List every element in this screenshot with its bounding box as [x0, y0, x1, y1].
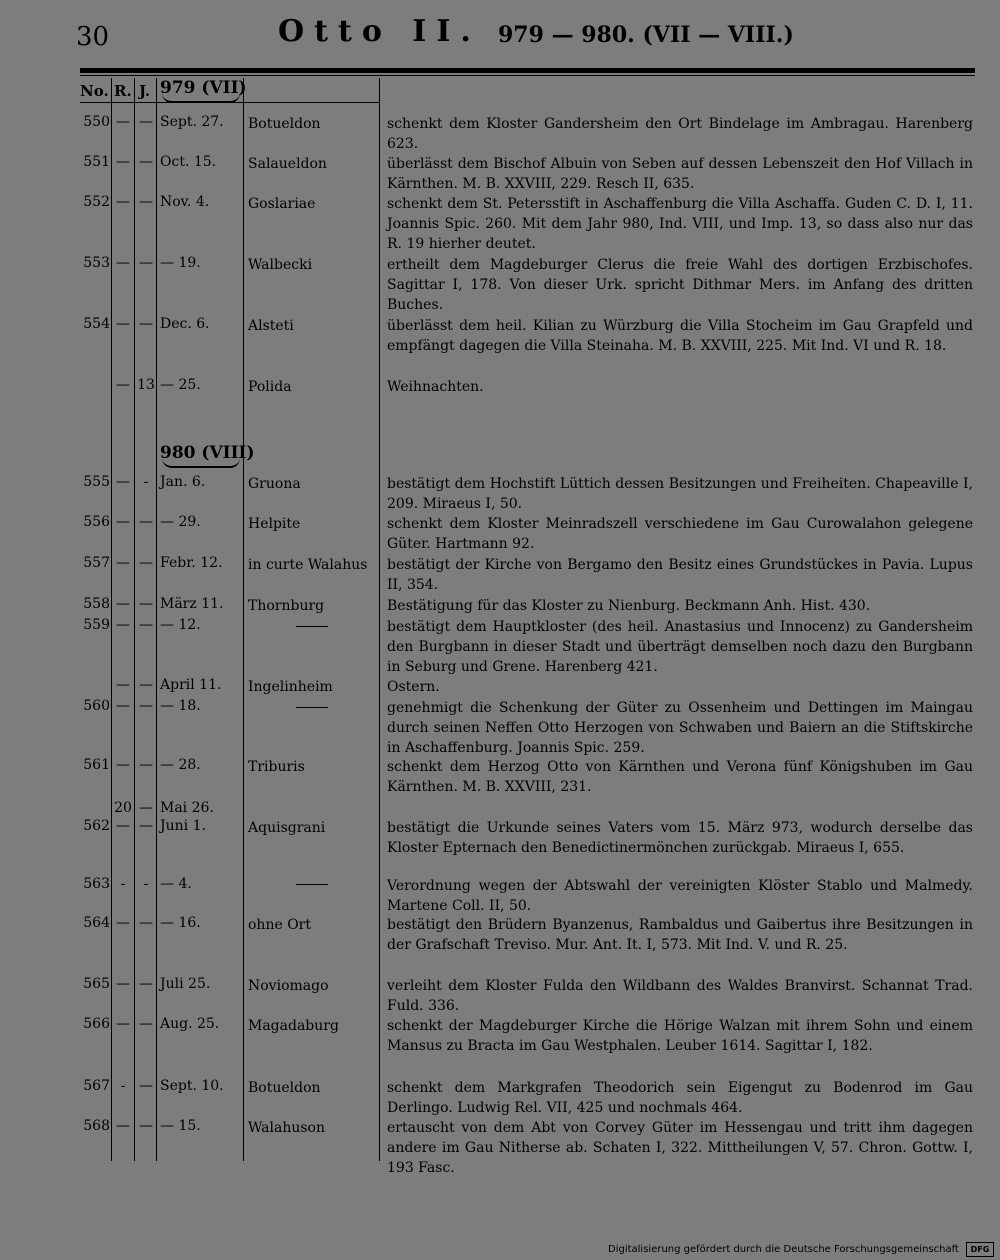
entry-number: 561: [83, 757, 110, 773]
regierungsjahr: —: [116, 194, 130, 210]
entry-number: 554: [83, 316, 110, 332]
entry-date: — 16.: [160, 915, 201, 931]
regierungsjahr: —: [116, 474, 130, 490]
jahr: —: [139, 1078, 153, 1094]
entry-text: schenkt dem St. Petersstift in Aschaffenburg die Villa Aschaffa. Guden C. D. I, 11. Joannis Spic. 260. Mit dem Jahr 980, Ind. VIII, und Imp. 13, so dass also nur das R. 19 hierher deutet.: [387, 196, 973, 252]
entry-date: Aug. 25.: [160, 1016, 220, 1032]
year-heading-brace: [162, 458, 240, 468]
entry-place: Triburis: [248, 759, 305, 775]
entry-place: Goslariae: [248, 196, 316, 212]
entry-number: 557: [83, 555, 110, 571]
column-divider: [134, 78, 135, 1161]
column-header-no: No.: [80, 82, 109, 100]
entry-text: überlässt dem heil. Kilian zu Würzburg die Villa Stocheim im Gau Grapfeld und empfängt dagegen die Villa Steinaha. M. B. XXVIII, 225. Mit Ind. VI und R. 18.: [387, 318, 973, 354]
jahr: —: [139, 1118, 153, 1134]
entry-number: 553: [83, 255, 110, 271]
entry-text: überlässt dem Bischof Albuin von Seben auf dessen Lebenszeit den Hof Villach in Kärnthen. M. B. XXVIII, 229. Resch II, 635.: [387, 156, 973, 192]
entry-place: Ingelinheim: [248, 679, 333, 695]
entry-text: genehmigt die Schenkung der Güter zu Ossenheim und Dettingen im Maingau durch seinen Neffen Otto Herzogen von Schwaben und Baiern an die Stiftskirche in Aschaffenburg. Joannis Spic. 259.: [387, 700, 973, 756]
entry-place: Botueldon: [248, 1080, 321, 1096]
column-divider: [111, 78, 112, 1161]
entry-text: Ostern.: [387, 679, 440, 695]
entry-number: 563: [83, 876, 110, 892]
entry-text: bestätigt dem Hochstift Lüttich dessen Besitzungen und Freiheiten. Chapeaville I, 209. Miraeus I, 50.: [387, 476, 973, 512]
entry-place: Helpite: [248, 516, 301, 532]
entry-number: 552: [83, 194, 110, 210]
regierungsjahr: —: [116, 976, 130, 992]
entry-number: 568: [83, 1118, 110, 1134]
entry-date: Juni 1.: [160, 818, 206, 834]
ditto-dash: [296, 884, 328, 885]
entry-place: Magadaburg: [248, 1018, 339, 1034]
entry-number: 555: [83, 474, 110, 490]
jahr: —: [139, 800, 153, 816]
entry-number: 551: [83, 154, 110, 170]
entry-date: — 19.: [160, 255, 201, 271]
regierungsjahr: 20: [114, 800, 132, 816]
entry-text: Weihnachten.: [387, 379, 484, 395]
entry-text: Verordnung wegen der Abtswahl der vereinigten Klöster Stablo und Malmedy. Martene Coll. II, 50.: [387, 878, 973, 914]
jahr: —: [139, 818, 153, 834]
entry-text: verleiht dem Kloster Fulda den Wildbann des Waldes Branvirst. Schannat Trad. Fuld. 336.: [387, 978, 973, 1014]
entry-date: — 28.: [160, 757, 201, 773]
footer-credit: Digitalisierung gefördert durch die Deutsche Forschungsgemeinschaft: [608, 1244, 959, 1255]
entry-place: Salaueldon: [248, 156, 327, 172]
regierungsjahr: —: [116, 114, 130, 130]
page-title: Otto II.: [278, 14, 481, 49]
entry-number: 558: [83, 596, 110, 612]
entry-text: bestätigt die Urkunde seines Vaters vom 15. März 973, wodurch derselbe das Kloster Epternach den Benedictinermönchen zurückgab. Miraeus I, 655.: [387, 820, 973, 856]
entry-date: Nov. 4.: [160, 194, 210, 210]
entry-date: Mai 26.: [160, 800, 214, 816]
column-divider: [379, 78, 380, 1161]
entry-date: Juli 25.: [160, 976, 211, 992]
column-header-j: J.: [139, 82, 151, 100]
entry-text: bestätigt den Brüdern Byanzenus, Rambaldus und Gaibertus ihre Besitzungen in der Grafschaft Treviso. Mur. Ant. It. I, 573. Mit Ind. V. und R. 25.: [387, 917, 973, 953]
jahr: —: [139, 154, 153, 170]
jahr: —: [139, 915, 153, 931]
jahr: —: [139, 114, 153, 130]
entry-place: Walahuson: [248, 1120, 326, 1136]
entry-text: Bestätigung für das Kloster zu Nienburg. Beckmann Anh. Hist. 430.: [387, 598, 871, 614]
jahr: -: [143, 474, 149, 490]
jahr: —: [139, 677, 153, 693]
entry-date: Sept. 10.: [160, 1078, 224, 1094]
entry-text: bestätigt dem Hauptkloster (des heil. Anastasius und Innocenz) zu Gandersheim den Burgbann in dieser Stadt und überträgt demselben noch dazu den Burgbann in Seburg und Grene. Harenberg 421.: [387, 619, 973, 675]
jahr: —: [139, 757, 153, 773]
entry-place: Gruona: [248, 476, 301, 492]
jahr: —: [139, 194, 153, 210]
year-heading-979: 979 (VII): [160, 78, 247, 98]
entry-place: Walbecki: [248, 257, 313, 273]
entry-text: ertheilt dem Magdeburger Clerus die freie Wahl des dortigen Erzbischofes. Sagittar I, 178. Von dieser Urk. spricht Dithmar Mers. im Anfang des dritten Buches.: [387, 257, 973, 313]
column-divider: [243, 78, 244, 1161]
jahr: —: [139, 698, 153, 714]
entry-text: schenkt dem Kloster Meinradszell verschiedene im Gau Curowalahon gelegene Güter. Hartmann 92.: [387, 516, 973, 552]
jahr: —: [139, 1016, 153, 1032]
regierungsjahr: —: [116, 818, 130, 834]
entry-number: 550: [83, 114, 110, 130]
entry-place: in curte Walahus: [248, 557, 368, 573]
jahr: 13: [137, 377, 155, 393]
regierungsjahr: —: [116, 915, 130, 931]
entry-date: März 11.: [160, 596, 224, 612]
entry-text: schenkt der Magdeburger Kirche die Hörige Walzan mit ihrem Sohn und einem Mansus zu Bracta im Gau Westphalen. Leuber 1614. Sagittar I, 182.: [387, 1018, 973, 1054]
entry-date: — 15.: [160, 1118, 201, 1134]
entry-number: 562: [83, 818, 110, 834]
jahr: —: [139, 255, 153, 271]
entry-number: 560: [83, 698, 110, 714]
entry-number: 566: [83, 1016, 110, 1032]
column-divider: [156, 78, 157, 1161]
entry-number: 556: [83, 514, 110, 530]
regierungsjahr: —: [116, 555, 130, 571]
entry-date: — 4.: [160, 876, 192, 892]
page-number: 30: [76, 22, 110, 52]
jahr: —: [139, 976, 153, 992]
entry-date: April 11.: [160, 677, 222, 693]
entry-place: Polida: [248, 379, 292, 395]
year-heading-980: 980 (VIII): [160, 443, 255, 463]
entry-date: — 12.: [160, 617, 201, 633]
header-rule-thick: [80, 68, 975, 73]
regierungsjahr: —: [116, 1118, 130, 1134]
jahr: —: [139, 617, 153, 633]
entry-text: schenkt dem Markgrafen Theodorich sein Eigengut zu Bodenrod im Gau Derlingo. Ludwig Rel. VII, 425 und nochmals 464.: [387, 1080, 973, 1116]
regierungsjahr: —: [116, 698, 130, 714]
entry-date: Jan. 6.: [160, 474, 206, 490]
header-rule-thin: [80, 75, 975, 76]
entry-date: — 18.: [160, 698, 201, 714]
regierungsjahr: —: [116, 377, 130, 393]
regierungsjahr: —: [116, 677, 130, 693]
entry-place: Aquisgrani: [248, 820, 326, 836]
header-underline: [80, 102, 380, 103]
entry-number: 567: [83, 1078, 110, 1094]
entry-date: Febr. 12.: [160, 555, 223, 571]
jahr: —: [139, 555, 153, 571]
jahr: -: [143, 876, 149, 892]
regierungsjahr: —: [116, 514, 130, 530]
entry-place: ohne Ort: [248, 917, 311, 933]
entry-date: Oct. 15.: [160, 154, 217, 170]
regierungsjahr: —: [116, 1016, 130, 1032]
entry-place: Botueldon: [248, 116, 321, 132]
dfg-logo: DFG: [966, 1242, 994, 1257]
entry-text: ertauscht von dem Abt von Corvey Güter im Hessengau und tritt ihm dagegen andere im Gau Nitherse ab. Schaten I, 322. Mittheilungen V, 57. Chron. Gottw. I, 193 Fasc.: [387, 1120, 973, 1176]
entry-number: 559: [83, 617, 110, 633]
ditto-dash: [296, 707, 328, 708]
jahr: —: [139, 316, 153, 332]
entry-date: — 25.: [160, 377, 201, 393]
entry-date: Sept. 27.: [160, 114, 224, 130]
entry-number: 565: [83, 976, 110, 992]
entry-date: — 29.: [160, 514, 201, 530]
regierungsjahr: -: [120, 876, 126, 892]
regierungsjahr: —: [116, 255, 130, 271]
entry-text: schenkt dem Herzog Otto von Kärnthen und Verona fünf Königshuben im Gau Kärnthen. M. B. XXVIII, 231.: [387, 759, 973, 795]
regierungsjahr: —: [116, 596, 130, 612]
entry-text: schenkt dem Kloster Gandersheim den Ort Bindelage im Ambragau. Harenberg 623.: [387, 116, 973, 152]
regierungsjahr: —: [116, 757, 130, 773]
jahr: —: [139, 596, 153, 612]
entry-place: Thornburg: [248, 598, 325, 614]
regierungsjahr: —: [116, 617, 130, 633]
regierungsjahr: -: [120, 1078, 126, 1094]
page-years: 979 — 980. (VII — VIII.): [498, 22, 794, 48]
entry-place: Alsteti: [248, 318, 294, 334]
regierungsjahr: —: [116, 316, 130, 332]
entry-place: Noviomago: [248, 978, 329, 994]
ditto-dash: [296, 626, 328, 627]
entry-text: bestätigt der Kirche von Bergamo den Besitz eines Grundstückes in Pavia. Lupus II, 354.: [387, 557, 973, 593]
entry-date: Dec. 6.: [160, 316, 210, 332]
entry-number: 564: [83, 915, 110, 931]
column-header-r: R.: [114, 82, 132, 100]
jahr: —: [139, 514, 153, 530]
regierungsjahr: —: [116, 154, 130, 170]
